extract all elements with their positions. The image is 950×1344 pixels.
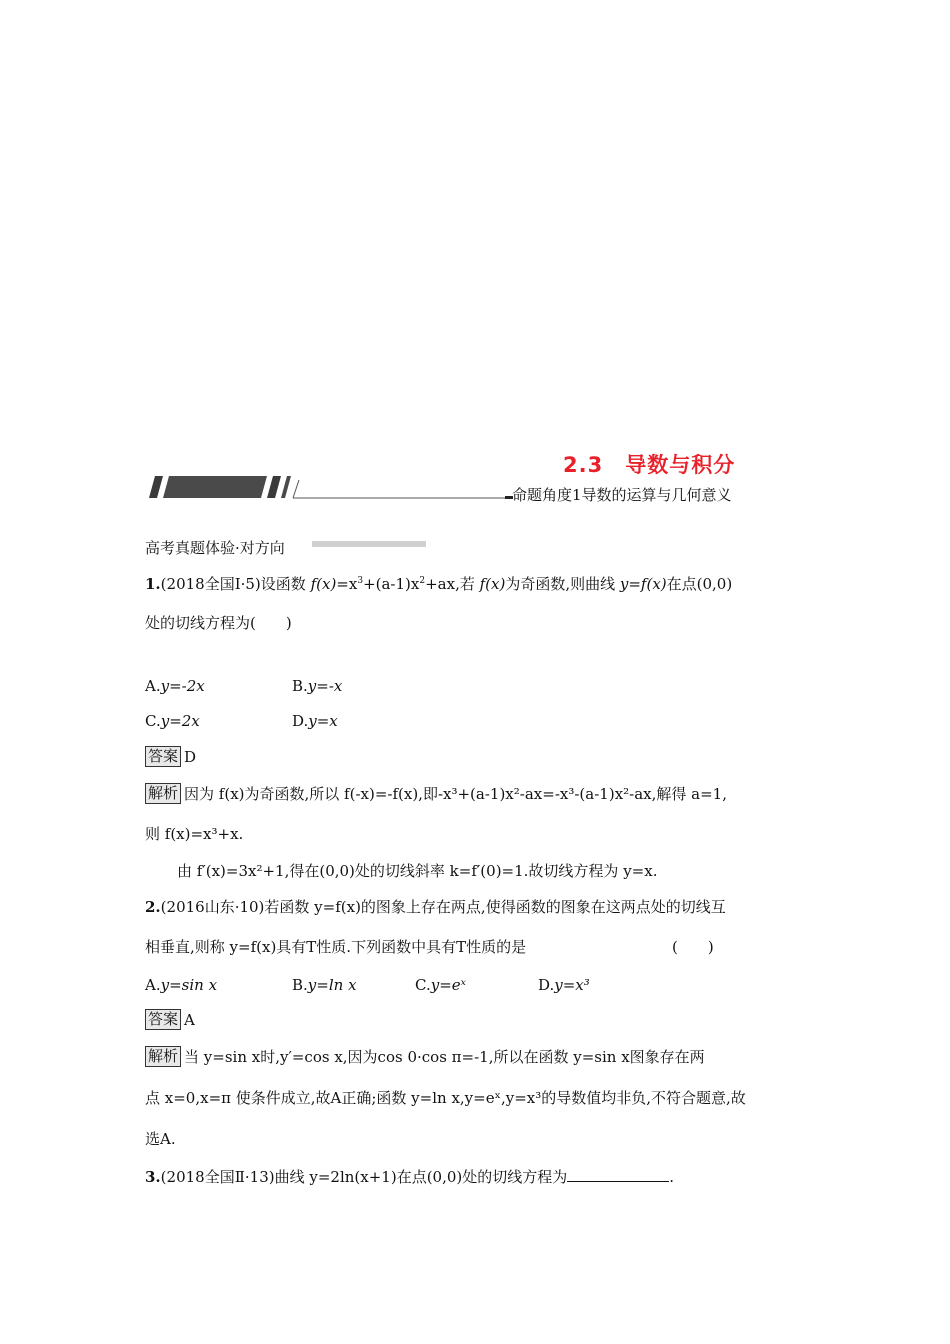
question-2-line-1: 2.(2016山东·10)若函数 y=f(x)的图象上存在两点,使得函数的图象在这两点处的切线互 [145, 898, 726, 916]
question-3: 3.(2018全国Ⅱ·13)曲线 y=2ln(x+1)在点(0,0)处的切线方程为 . [145, 1168, 675, 1186]
question-1-number: 1. [145, 575, 161, 593]
answer-value: D [184, 748, 197, 766]
banner-decoration [143, 472, 515, 500]
option-2c: C.y=eˣ [415, 976, 466, 994]
subtitle: 命题角度1导数的运算与几何意义 [512, 486, 732, 504]
analysis-1-line-2: 则 f(x)=x³+x. [145, 825, 244, 843]
analysis-2-line-2: 点 x=0,x=π 使条件成立,故A正确;函数 y=ln x,y=eˣ,y=x³的导数值均非负,不符合题意,故 [145, 1089, 746, 1107]
question-1-line-1: 1.(2018全国Ⅰ·5)设函数 $f(x)=x^3+(a-1)x^2+ax$,若 f(x)为奇函数,则曲线 y=f(x)在点(0,0) [145, 575, 733, 593]
answer-blank[interactable] [567, 1167, 669, 1182]
section-label-bar [312, 541, 426, 547]
option-2b: B.y=ln x [292, 976, 357, 994]
question-1-line-2: 处的切线方程为( ) [145, 614, 292, 632]
analysis-1-line-3: 由 f′(x)=3x²+1,得在(0,0)处的切线斜率 k=f′(0)=1.故切线方程为 y=x. [177, 862, 658, 880]
analysis-2-line-3: 选A. [145, 1130, 176, 1148]
option-2a: A.y=sin x [145, 976, 218, 994]
question-2-number: 2. [145, 898, 161, 916]
answer-label: 答案 [145, 1009, 181, 1030]
option-2d: D.y=x³ [538, 976, 590, 994]
answer-label: 答案 [145, 746, 181, 767]
option-1b: B.y=-x [292, 677, 343, 695]
option-1a: A.y=-2x [145, 677, 205, 695]
analysis-label: 解析 [145, 1046, 181, 1067]
analysis-1-line-1: 解析 因为 f(x)为奇函数,所以 f(-x)=-f(x),即-x³+(a-1)x²-ax=-x³-(a-1)x²-ax,解得 a=1, [145, 784, 727, 805]
answer-value: A [184, 1011, 195, 1029]
analysis-label: 解析 [145, 783, 181, 804]
section-name: 导数与积分 [625, 453, 736, 477]
option-1d: D.y=x [292, 712, 338, 730]
section-title [563, 449, 735, 479]
analysis-2-line-1: 解析 当 y=sin x时,y′=cos x,因为cos 0·cos π=-1,所以在函数 y=sin x图象存在两 [145, 1047, 705, 1068]
question-2-line-2: 相垂直,则称 y=f(x)具有T性质.下列函数中具有T性质的是 [145, 938, 527, 956]
question-3-number: 3. [145, 1168, 161, 1186]
answer-1 [145, 747, 196, 768]
question-2-paren: ( ) [672, 938, 714, 956]
section-number: 2.3 [563, 453, 604, 477]
option-1c: C.y=2x [145, 712, 200, 730]
answer-2 [145, 1010, 195, 1031]
section-label: 高考真题体验·对方向 [145, 539, 285, 557]
